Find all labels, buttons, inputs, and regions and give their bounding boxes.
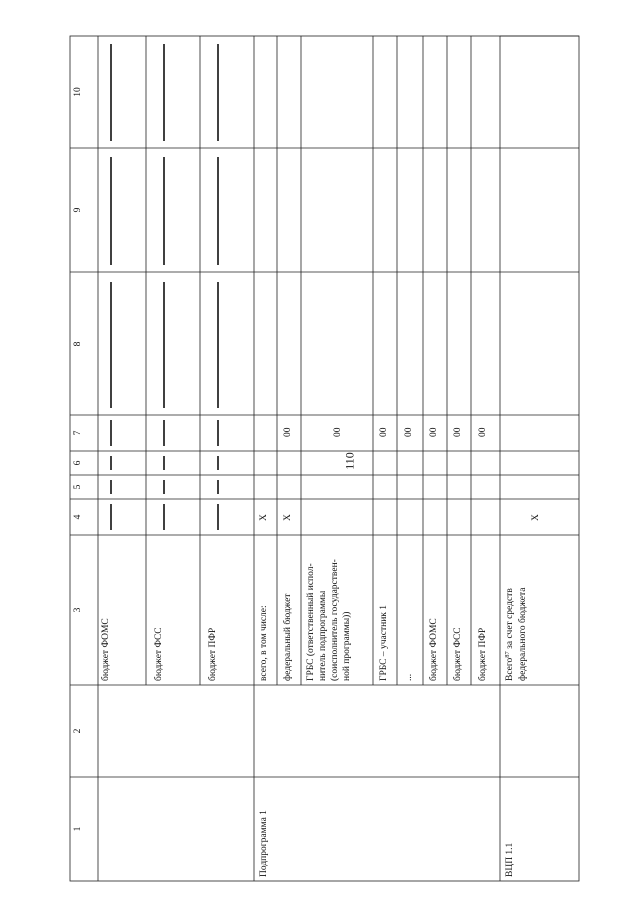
row6-label-line1: ГРБС (ответственный испол- xyxy=(306,563,316,681)
row11-label: бюджет ПФР xyxy=(478,627,488,681)
header-col-1: 1 xyxy=(73,826,83,832)
row6-label-line2: нитель подпрограммы xyxy=(318,590,328,681)
row6-code: 00 xyxy=(333,427,343,437)
row9-label: бюджет ФОМС xyxy=(429,618,439,681)
row10-code: 00 xyxy=(453,427,463,437)
row12-label-line2: федерального бюджета xyxy=(518,587,528,681)
row9-code: 00 xyxy=(429,427,439,437)
row8-code: 00 xyxy=(404,427,414,437)
header-col-3: 3 xyxy=(73,607,83,613)
row11-code: 00 xyxy=(478,427,488,437)
header-col-8: 8 xyxy=(73,341,83,347)
header-col-7: 7 xyxy=(73,430,83,436)
header-col-10: 10 xyxy=(73,87,83,97)
row4-label: всего, в том числе: xyxy=(259,605,269,681)
header-col-5: 5 xyxy=(73,484,83,490)
row3-label: бюджет ПФР xyxy=(208,627,218,681)
row12-mark: Х xyxy=(531,514,541,521)
subprogram-label: Подпрограмма 1 xyxy=(259,810,269,877)
row4-mark: Х xyxy=(259,514,269,521)
dash-marks xyxy=(111,44,218,530)
row6-label-line3: (соисполнитель государствен- xyxy=(330,559,340,681)
row5-code: 00 xyxy=(283,427,293,437)
header-col-4: 4 xyxy=(73,514,83,520)
header-col-2: 2 xyxy=(73,728,83,734)
row5-label: федеральный бюджет xyxy=(283,593,293,681)
vcp-label: ВЦП 1.1 xyxy=(505,842,515,877)
row5-mark: Х xyxy=(283,514,293,521)
row6-label-line4: ной программы)) xyxy=(342,611,352,681)
row12-label-line1: Всего$^{87}$ за счет средств xyxy=(504,588,515,681)
header-col-9: 9 xyxy=(73,207,83,213)
row2-label: бюджет ФСС xyxy=(154,627,164,681)
table-grid xyxy=(70,36,579,881)
row7-code: 00 xyxy=(379,427,389,437)
row10-label: бюджет ФСС xyxy=(453,627,463,681)
header-col-6: 6 xyxy=(73,460,83,466)
row1-label: бюджет ФОМС xyxy=(101,618,111,681)
row8-label: ... xyxy=(404,673,414,681)
row7-label: ГРБС – участник 1 xyxy=(379,604,389,681)
page-number: 110 xyxy=(342,452,357,470)
